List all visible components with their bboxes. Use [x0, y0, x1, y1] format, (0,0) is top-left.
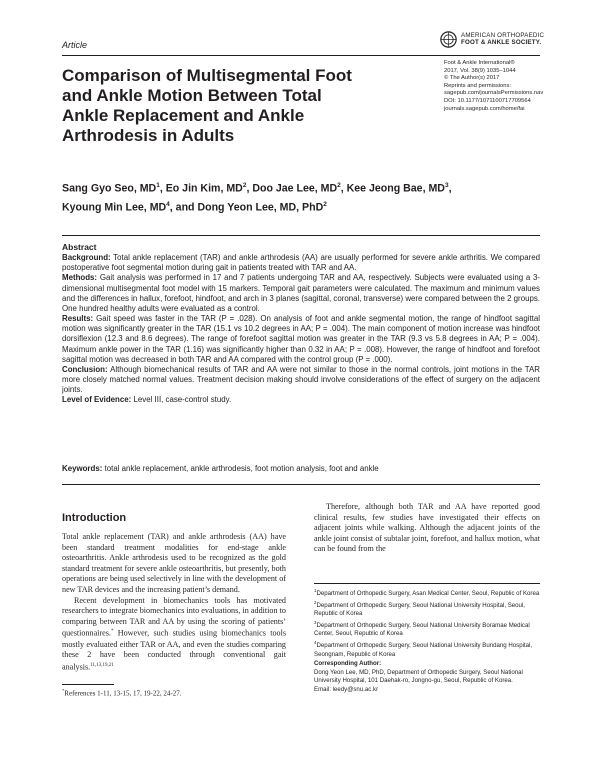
journal-logo [440, 28, 550, 50]
abstract-methods [62, 273, 540, 314]
affiliation-sup: 4 [314, 640, 317, 646]
abstract-background-label: Background: [62, 253, 111, 263]
abstract-level-label: Level of Evidence: [62, 395, 132, 405]
logo-line-1: AMERICAN ORTHOPAEDIC [461, 31, 545, 39]
logo-line-2: FOOT & ANKLE SOCIETY. [461, 39, 542, 46]
abstract [62, 242, 540, 406]
author-separator: , [340, 182, 347, 195]
abstract-conclusion-label: Conclusion: [62, 364, 108, 374]
author-separator: , [448, 182, 452, 195]
affiliation-sup: 3 [314, 619, 317, 625]
author-separator: , and [169, 201, 198, 214]
keywords-text: total ankle replacement, ankle arthrodesis, foot motion analysis, foot and ankle [104, 464, 379, 473]
abstract-level [62, 395, 540, 405]
affiliation-sup: 1 [314, 588, 317, 593]
intro-p2-citation: 11,13,19,21 [90, 662, 114, 668]
journal-meta-line: DOI: 10.1177/1071100717709564 [444, 97, 531, 104]
footnote-text: References 1-11, 13-15, 17, 19-22, 24-27. [64, 689, 182, 698]
author-name: Eo Jin Kim, MD [165, 182, 243, 195]
footnote-rule [62, 684, 114, 685]
abstract-results [62, 314, 540, 365]
intro-p2-text-b: However, such studies using biomechanics tools mostly evaluated either TAR or AA, and even the studies comparing these 2 have been conducted through conventional gait analysis. [62, 629, 286, 672]
abstract-results-text: Gait speed was faster in the TAR (P = .028). On analysis of foot and ankle segmental motion, the range of hindfoot sagittal motion was significantly greater in the TAR (15.1 vs 10.2 degrees in AA; P = .004). The main component of motion increase was hindfoot dorsiflexion (12.3 and 8.6 degrees). The range of forefoot sagittal motion was greater in the TAR (9.3 vs 5.8 degrees in AA; P = .004). Maximum ankle power in the TAR (1.16) was significantly higher than 0.32 in AA; P = .008). However, the range of hindfoot and forefoot sagittal motion was decreased in both TAR and AA compared with the control group (P = .000). [62, 314, 540, 364]
affiliation-item [314, 639, 546, 659]
intro-p2-footnote-ref: * [110, 629, 114, 635]
author-affiliation-sup: 3 [444, 182, 449, 189]
abstract-rule [62, 235, 540, 236]
affiliation-sup: 2 [314, 599, 317, 605]
author-affiliation-sup: 2 [337, 182, 341, 189]
affiliation-text: Department of Orthopedic Surgery, Seoul National University Boramae Medical Center, Seoul, Republic of Korea [314, 621, 530, 638]
journal-meta-line: sagepub.com/journalsPermissions.nav [444, 90, 544, 97]
footnote-marker: * [62, 688, 65, 693]
aofas-logo-icon [440, 31, 457, 48]
abstract-level-text: Level III, case-control study. [133, 395, 232, 405]
author-name: Doo Jae Lee, MD [252, 182, 338, 195]
affiliation-text: Department of Orthopedic Surgery, Seoul National University Hospital, Seoul, Republic of Korea [314, 601, 525, 618]
author-list [62, 178, 542, 215]
intro-p2-text-a: Recent development in biomechanics tools has motivated researchers to integrate biomechanics into evaluations, in addition to comparing between TAR and AA by using the scoring of patients’ questionnaires. [62, 595, 286, 639]
journal-meta-line: © The Author(s) 2017 [444, 75, 500, 82]
article-title: Comparison of Multisegmental Foot and Ankle Motion Between Total Ankle Replacement and Ankle Arthrodesis in Adults [62, 66, 352, 145]
abstract-results-label: Results: [62, 314, 94, 324]
affiliations-rule [314, 583, 540, 584]
introduction-heading: Introduction [62, 512, 127, 524]
header-rule [62, 55, 540, 56]
abstract-methods-label: Methods: [62, 273, 98, 283]
author-affiliation-sup: 2 [323, 200, 327, 208]
footnote [62, 688, 181, 697]
keywords-rule [62, 484, 540, 485]
affiliation-item [314, 619, 546, 639]
author-affiliation-sup: 2 [242, 182, 247, 189]
abstract-conclusion [62, 365, 540, 395]
keywords [62, 464, 540, 473]
left-column [62, 532, 286, 673]
author-name: Sang Gyo Seo, MD [62, 182, 157, 195]
intro-paragraph-1: Total ankle replacement (TAR) and ankle arthrodesis (AA) have been standard treatment modalities for end-stage ankle osteoarthritis. Ankle arthrodesis used to be recognized as the gold standard treatment for severe ankle osteoarthritis, but presently, both operations are being used selectively in line with the development of new TAR devices and the increasing patient’s demand. [62, 532, 286, 594]
author-name: Dong Yeon Lee, MD, PhD [197, 201, 324, 214]
affiliation-text: Department of Orthopedic Surgery, Seoul National University Bundang Hospital, Seongnam, Republic of Korea [314, 642, 533, 658]
journal-meta [444, 60, 564, 113]
abstract-background [62, 253, 540, 273]
journal-meta-line: Reprints and permissions: [444, 82, 512, 89]
abstract-conclusion-text: Although biomechanical results of TAR and AA were not similar to those in the normal controls, joint motions in the TAR more closely matched normal values. Treatment decision making should involve considerations of the effect of surgery on the adjacent joints. [62, 364, 540, 395]
corresponding-author-email[interactable]: Email: leedy@snu.ac.kr [314, 686, 379, 694]
affiliations [314, 587, 546, 695]
affiliation-item [314, 599, 546, 619]
intro-paragraph-2 [62, 596, 286, 674]
logo-text [461, 32, 544, 47]
keywords-label: Keywords: [62, 464, 103, 473]
author-separator: , [159, 182, 166, 195]
abstract-methods-text: Gait analysis was performed in 17 and 7 patients undergoing TAR and AA, respectively. Subjects were evaluated using a 3-dimensional multisegmental foot model with 15 markers. Temporal gait parameters were calculated. The maximum and minimum values and the differences in hallux, forefoot, hindfoot, and arch in 3 planes (sagittal, coronal, transverse) were compared between the 2 groups. One hundred healthy adults were evaluated as a control. [62, 273, 540, 313]
intro-paragraph-3: Therefore, although both TAR and AA have reported good clinical results, few studies have investigated their effects on adjacent joints while walking. Although the adjacent joints of the ankle joint consist of subtalar joint, forefoot, and hallux motion, what can be found from the [314, 502, 540, 554]
corresponding-author-address: Dong Yeon Lee, MD, PhD, Department of Orthopedic Surgery, Seoul National University Hospital, 101 Daehak-ro, Jongno-gu, Seoul, Republic of Korea. [314, 668, 523, 685]
abstract-heading: Abstract [62, 242, 97, 252]
author-affiliation-sup: 4 [166, 200, 170, 208]
journal-meta-line: Foot & Ankle International® [444, 60, 515, 66]
author-separator: , [246, 182, 253, 195]
author-name: Kee Jeong Bae, MD [346, 182, 445, 195]
author-affiliation-sup: 1 [156, 182, 160, 189]
author-name: Kyoung Min Lee, MD [62, 201, 167, 214]
affiliation-text: Department of Orthopedic Surgery, Asan Medical Center, Seoul, Republic of Korea [316, 590, 540, 598]
right-column [314, 502, 540, 555]
journal-meta-line: 2017, Vol. 38(9) 1035–1044 [444, 67, 516, 74]
journal-meta-line: journals.sagepub.com/home/fai [444, 105, 525, 112]
abstract-background-text: Total ankle replacement (TAR) and ankle arthrodesis (AA) are usually performed for severe ankle arthritis. We compared postoperative foot segmental motion during gait in patients treated with TAR and AA. [62, 253, 540, 273]
corresponding-author-heading: Corresponding Author: [314, 660, 382, 668]
affiliation-item [314, 587, 546, 599]
section-label: Article [62, 40, 88, 50]
